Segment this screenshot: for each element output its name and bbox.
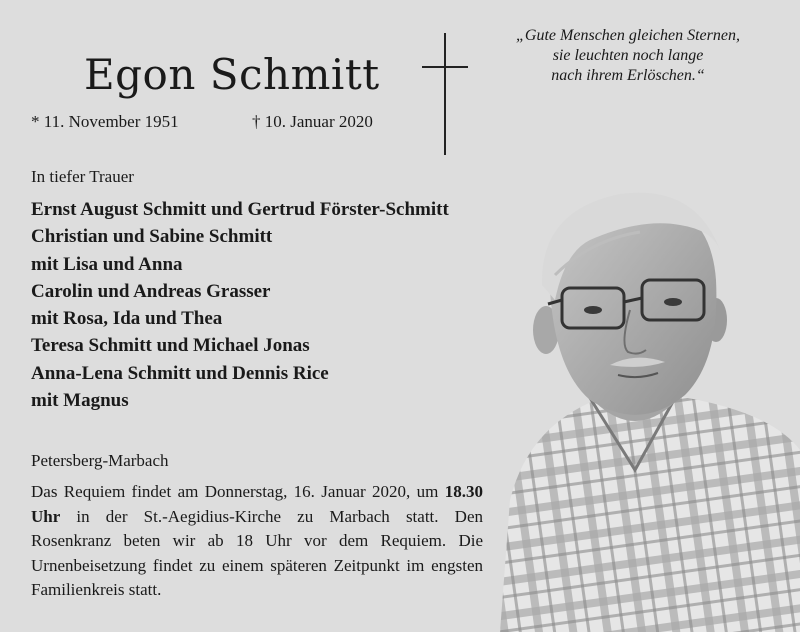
mourner-entry: Ernst August Schmitt und Gertrud Förster-Schmitt [31,199,449,220]
death-date: † 10. Januar 2020 [252,112,373,131]
service-time: 18.30 Uhr [31,482,483,526]
mourner-entry: Teresa Schmitt und Michael Jonas [31,335,310,357]
quote-line: sie leuchten noch lange [552,47,704,64]
mourners-list [31,196,449,414]
place-name: Petersberg-Marbach [31,451,169,470]
mourner-entry: mit Magnus [31,390,129,412]
notice-text: Das Requiem findet am Donnerstag, 16. Januar 2020, um [31,482,445,501]
cross-icon [422,33,468,155]
service-notice [31,480,483,603]
quote-line: nach ihrem Erlöschen.“ [551,67,705,84]
portrait-photo [470,170,800,632]
quote-line: „Gute Menschen gleichen Sternen, [516,27,740,44]
mourner-entry: Carolin und Andreas Grasser [31,280,271,302]
mourner-entry: Christian und Sabine Schmitt [31,226,273,248]
mourning-intro: In tiefer Trauer [31,167,134,186]
mourner-entry: Anna-Lena Schmitt und Dennis Rice [31,362,329,384]
mourner-entry: mit Lisa und Anna [31,253,183,275]
birth-date: * 11. November 1951 [31,112,179,131]
deceased-name: Egon Schmitt [84,50,380,99]
memorial-quote [470,26,786,86]
mourner-entry: mit Rosa, Ida und Thea [31,308,223,330]
notice-text: in der St.-Aegidius-Kirche zu Marbach statt. Den Rosenkranz beten wir ab 18 Uhr vor dem Requiem. Die Urnenbeisetzung findet zu einem späteren Zeitpunkt im engsten Familienkreis statt. [31,506,483,599]
